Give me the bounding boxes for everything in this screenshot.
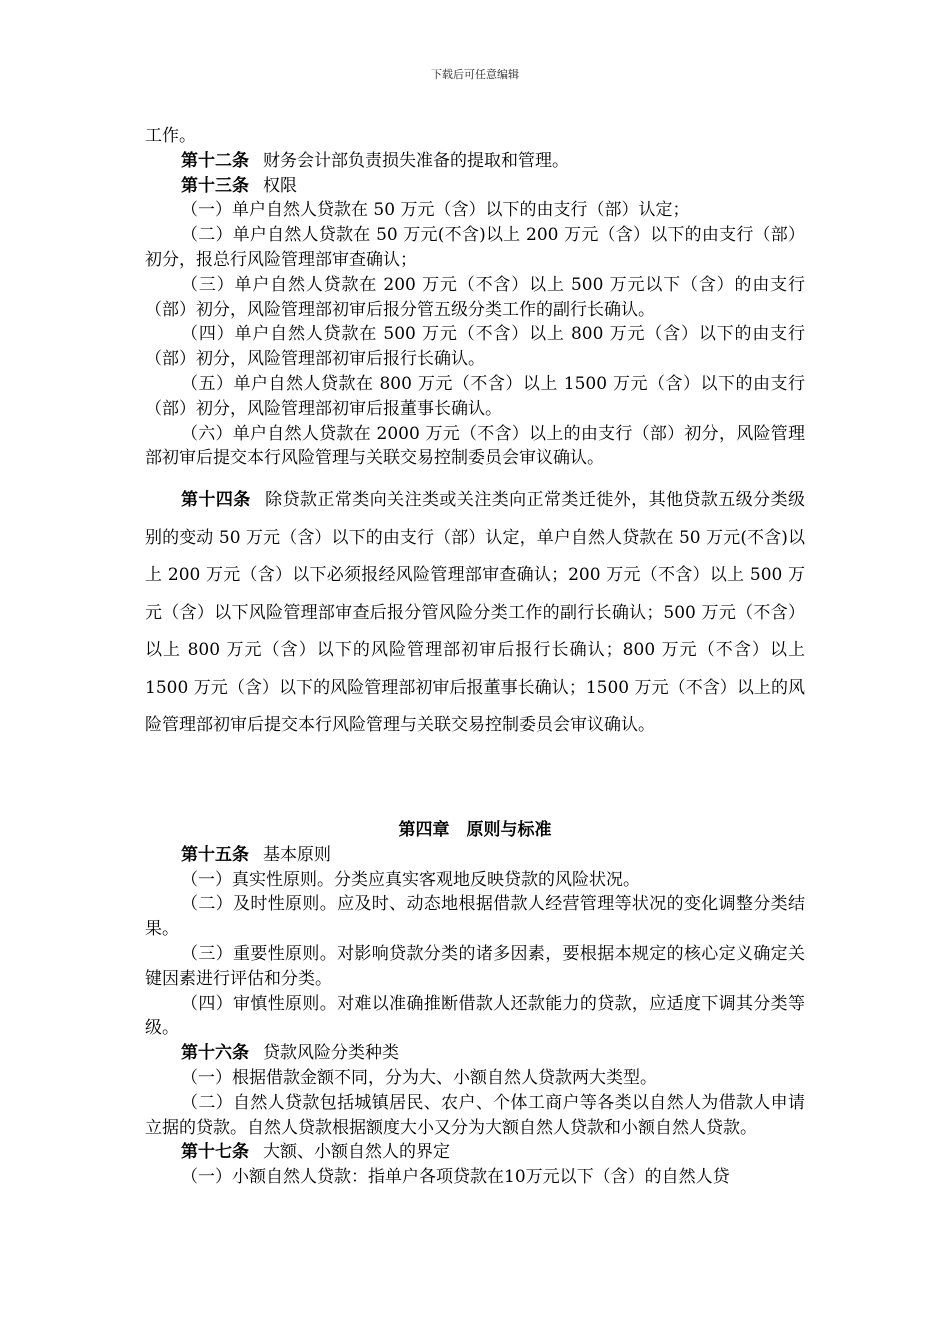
article-17-body: 大额、小额自然人的界定 <box>263 1142 450 1163</box>
paragraph-continuation: 工作。 <box>145 126 196 146</box>
article-15 <box>145 843 805 868</box>
article-13-title: 第十三条 <box>181 175 249 196</box>
list-item: （一）小额自然人贷款：指单户各项贷款在10万元以下（含）的自然人贷 <box>181 1167 730 1188</box>
list-item: （二）单户自然人贷款在 50 万元(不含)以上 200 万元（含）以下的由支行（部）初分，报总行风险管理部审查确认； <box>145 225 805 270</box>
list-item: （六）单户自然人贷款在 2000 万元（不含）以上的由支行（部）初分，风险管理部初审后提交本行风险管理与关联交易控制委员会审议确认。 <box>145 423 805 469</box>
list-item: （四）审慎性原则。对难以准确推断借款人还款能力的贷款，应适度下调其分类等级。 <box>145 993 805 1039</box>
article-12-title: 第十二条 <box>181 150 249 171</box>
section-articles-12-13 <box>145 124 805 471</box>
article-12 <box>145 149 805 174</box>
article-17 <box>145 1140 805 1165</box>
page-header: 下载后可任意编辑 <box>431 68 519 81</box>
list-item: （一）根据借款金额不同，分为大、小额自然人贷款两大类型。 <box>181 1067 657 1088</box>
list-item: （一）单户自然人贷款在 50 万元（含）以下的由支行（部）认定； <box>181 200 690 221</box>
section-article-14 <box>145 482 805 745</box>
article-17-title: 第十七条 <box>181 1142 249 1163</box>
article-14-body: 除贷款正常类向关注类或关注类向正常类迁徙外，其他贷款五级分类级别的变动 50 万元（含）以下的由支行（部）认定，单户自然人贷款在 50 万元(不含)以上 200 万元（含）以下必须报经风险管理部审查确认；200 万元（不含）以上 500 万元（含）以下风险管理部审查后报分管风险分类工作的副行长确认；500 万元（不含）以上 800 万元（含）以下的风险管理部初审后报行长确认；800 万元（不含）以上 1500 万元（含）以下的风险管理部初审后报董事长确认；1500 万元（不含）以上的风险管理部初审后提交本行风险管理与关联交易控制委员会审议确认。 <box>145 490 806 735</box>
article-14 <box>145 482 805 745</box>
list-item: （三）单户自然人贷款在 200 万元（不含）以上 500 万元以下（含）的由支行（部）初分，风险管理部初审后报分管五级分类工作的副行长确认。 <box>145 274 805 320</box>
list-item: （三）重要性原则。对影响贷款分类的诸多因素，要根据本规定的核心定义确定关键因素进行评估和分类。 <box>145 943 805 989</box>
article-13-body: 权限 <box>263 175 297 196</box>
list-item: （二）及时性原则。应及时、动态地根据借款人经营管理等状况的变化调整分类结果。 <box>145 894 805 940</box>
article-12-body: 财务会计部负责损失准备的提取和管理。 <box>263 150 569 171</box>
list-item: （一）真实性原则。分类应真实客观地反映贷款的风险状况。 <box>181 869 640 890</box>
list-item: （四）单户自然人贷款在 500 万元（不含）以上 800 万元（含）以下的由支行（部）初分，风险管理部初审后报行长确认。 <box>145 324 805 370</box>
article-16-title: 第十六条 <box>181 1043 249 1064</box>
section-chapter-4 <box>145 818 805 1190</box>
article-13 <box>145 174 805 199</box>
article-15-title: 第十五条 <box>181 844 249 865</box>
article-16-body: 贷款风险分类种类 <box>263 1043 399 1064</box>
article-14-title: 第十四条 <box>181 490 251 510</box>
chapter-title: 第四章 原则与标准 <box>398 820 552 840</box>
article-16 <box>145 1041 805 1066</box>
article-15-body: 基本原则 <box>263 844 331 865</box>
list-item: （五）单户自然人贷款在 800 万元（不含）以上 1500 万元（含）以下的由支行（部）初分，风险管理部初审后报董事长确认。 <box>145 373 805 419</box>
list-item: （二）自然人贷款包括城镇居民、农户、个体工商户等各类以自然人为借款人申请立据的贷款。自然人贷款根据额度大小又分为大额自然人贷款和小额自然人贷款。 <box>145 1092 805 1138</box>
